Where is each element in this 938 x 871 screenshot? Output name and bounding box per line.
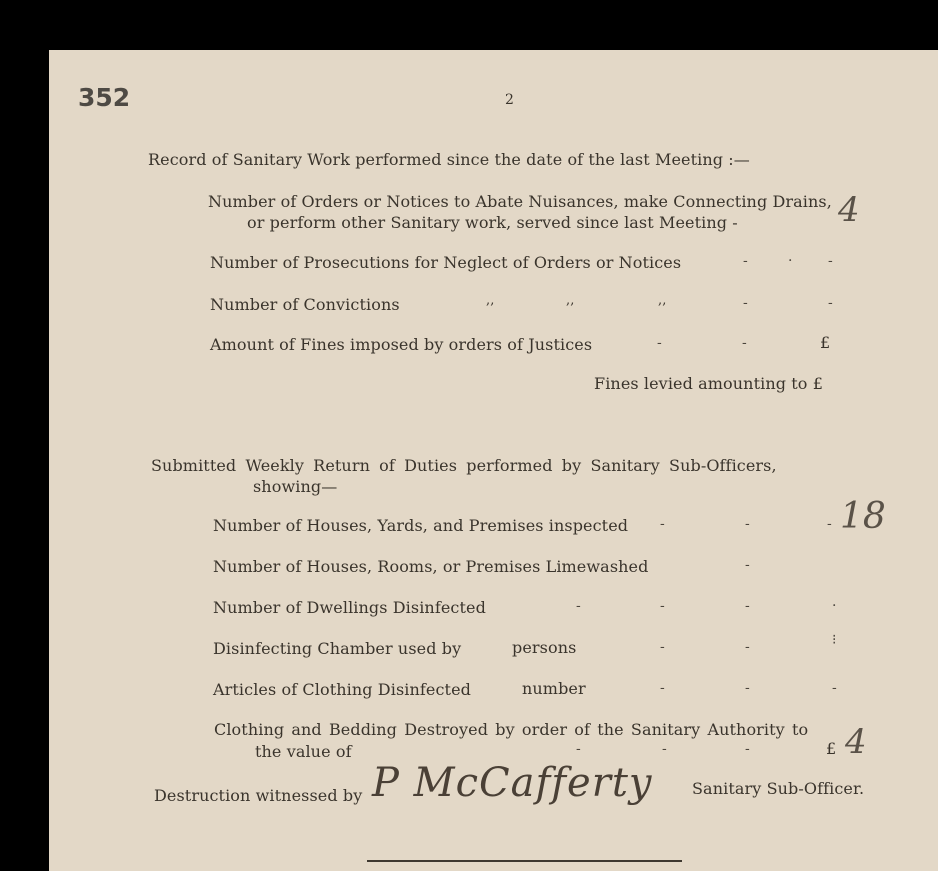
orders-line-1: Number of Orders or Notices to Abate Nuisances, make Connecting Drains, <box>208 192 832 211</box>
leader-dash: · <box>788 253 793 269</box>
leader-dash: - <box>745 741 750 757</box>
leader-dash: - <box>745 557 750 573</box>
destroyed-handwritten-value: 4 <box>845 722 867 762</box>
orders-handwritten-value: 4 <box>838 190 860 230</box>
leader-dash: - <box>660 639 665 655</box>
leader-dash: - <box>828 253 833 269</box>
leader-dash: - <box>745 639 750 655</box>
houses-inspected-handwritten-value: 18 <box>840 496 886 537</box>
officer-label: Sanitary Sub-Officer. <box>692 779 865 798</box>
leader-dash: - <box>660 516 665 532</box>
page-stamp-number: 352 <box>78 83 131 112</box>
leader-dash: - <box>827 516 832 532</box>
leader-dash: - <box>745 598 750 614</box>
chamber-label: Disinfecting Chamber used by <box>213 639 462 658</box>
ditto-mark: ,, <box>658 293 667 308</box>
ditto-mark: ,, <box>566 293 575 308</box>
leader-dash: - <box>828 295 833 311</box>
record-heading: Record of Sanitary Work performed since the date of the last Meeting :— <box>148 150 750 169</box>
page-number: 2 <box>505 92 515 108</box>
leader-dash: - <box>743 295 748 311</box>
pound-sign: £ <box>826 739 837 758</box>
leader-dash: - <box>745 516 750 532</box>
weekly-heading-line-1: Submitted Weekly Return of Duties performed by Sanitary Sub-Officers, <box>151 456 777 475</box>
leader-dash: ⁝ <box>832 632 837 648</box>
fines-levied-label: Fines levied amounting to £ <box>594 374 823 393</box>
clothing-unit: number <box>522 679 586 698</box>
destroyed-line-2: the value of <box>255 742 352 761</box>
leader-dash: · <box>832 598 837 614</box>
destroyed-line-1: Clothing and Bedding Destroyed by order of the Sanitary Authority to <box>214 720 809 739</box>
houses-inspected-label: Number of Houses, Yards, and Premises inspected <box>213 516 629 535</box>
leader-dash: - <box>745 680 750 696</box>
chamber-unit: persons <box>512 638 577 657</box>
weekly-heading-line-2: showing— <box>253 477 338 496</box>
pound-sign: £ <box>820 333 831 352</box>
leader-dash: - <box>662 741 667 757</box>
bottom-rule <box>367 860 682 862</box>
leader-dash: - <box>660 598 665 614</box>
witnessed-label: Destruction witnessed by <box>154 786 363 805</box>
fines-imposed-label: Amount of Fines imposed by orders of Justices <box>210 335 593 354</box>
leader-dash: - <box>832 680 837 696</box>
leader-dash: - <box>660 680 665 696</box>
orders-line-2: or perform other Sanitary work, served since last Meeting - <box>247 213 738 232</box>
prosecutions-label: Number of Prosecutions for Neglect of Orders or Notices <box>210 253 682 272</box>
convictions-label: Number of Convictions <box>210 295 400 314</box>
leader-dash: - <box>657 335 662 351</box>
dwellings-disinfected-label: Number of Dwellings Disinfected <box>213 598 486 617</box>
leader-dash: - <box>576 598 581 614</box>
leader-dash: - <box>742 335 747 351</box>
clothing-label: Articles of Clothing Disinfected <box>213 680 471 699</box>
signature: P McCafferty <box>372 760 653 806</box>
leader-dash: - <box>743 253 748 269</box>
ditto-mark: ,, <box>486 293 495 308</box>
leader-dash: - <box>576 741 581 757</box>
limewashed-label: Number of Houses, Rooms, or Premises Limewashed <box>213 557 649 576</box>
